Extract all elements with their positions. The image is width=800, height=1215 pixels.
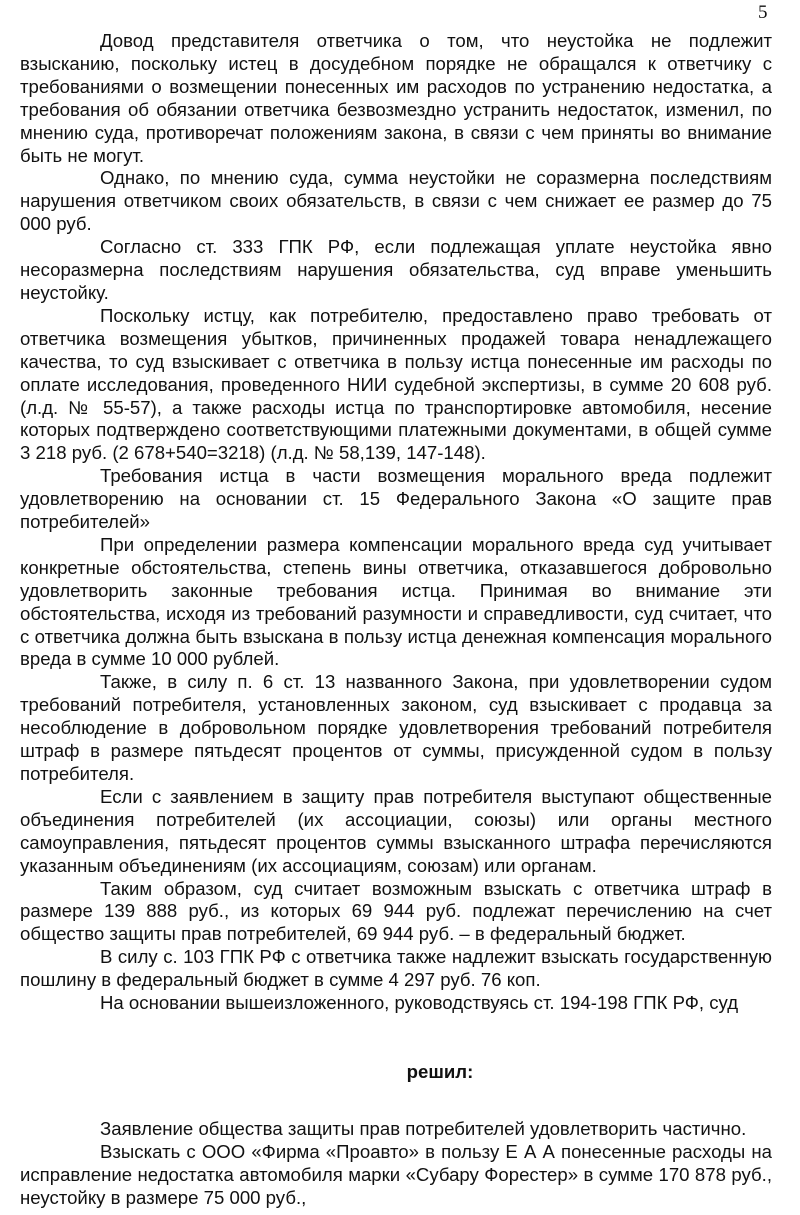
paragraph: Довод представителя ответчика о том, что неустойка не подлежит взысканию, поскольку истец в досудебном порядке не обращался к ответчику с требованиями о возмещении понесенных им расходов по устранению недостатка, а требования об обязании ответчика безвозмездно устранить недостаток, изменил, по мнению суда, противоречат положениям закона, в связи с чем приняты во внимание быть не могут. bbox=[20, 30, 772, 166]
paragraph: В силу с. 103 ГПК РФ с ответчика также надлежит взыскать государственную пошлину в федеральный бюджет в сумме 4 297 руб. 76 коп. bbox=[20, 946, 772, 991]
paragraph: Требования истца в части возмещения морального вреда подлежит удовлетворению на основании ст. 15 Федерального Закона «О защите прав потребителей» bbox=[20, 465, 772, 533]
paragraph: Таким образом, суд считает возможным взыскать с ответчика штраф в размере 139 888 руб., из которых 69 944 руб. подлежат перечислению на счет общество защиты прав потребителей, 69 944 руб. – в федеральный бюджет. bbox=[20, 877, 772, 945]
paragraph: Поскольку истцу, как потребителю, предоставлено право требовать от ответчика возмещения убытков, причиненных продажей товара ненадлежащего качества, то суд взыскивает с ответчика в пользу истца понесенные им расходы по оплате исследования, проведенного НИИ судебной экспертизы, в сумме 20 608 руб. (л.д. № 55-57), а также расходы истца по транспортировке автомобиля, несение которых подтверждено соответствующими платежными документами, в общей сумме 3 218 руб. (2 678+540=3218) (л.д. № 58,139, 147-148). bbox=[20, 304, 772, 464]
paragraph: При определении размера компенсации морального вреда суд учитывает конкретные обстоятельства, степень вины ответчика, отказавшегося добровольно удовлетворить законные требования истца. Принимая во внимание эти обстоятельства, исходя из требований разумности и справедливости, суд считает, что с ответчика должна быть взыскана в пользу истца денежная компенсация морального вреда в сумме 10 000 рублей. bbox=[20, 533, 772, 670]
paragraph: Согласно ст. 333 ГПК РФ, если подлежащая уплате неустойка явно несоразмерна последствиям нарушения обязательства, суд вправе уменьшить неустойку. bbox=[20, 236, 772, 303]
document-body bbox=[20, 30, 772, 1210]
decision-heading: решил: bbox=[406, 1060, 474, 1082]
page-number: 5 bbox=[758, 2, 768, 23]
paragraph: Однако, по мнению суда, сумма неустойки не соразмерна последствиям нарушения ответчиком своих обязательств, в связи с чем снижает ее размер до 75 000 руб. bbox=[20, 167, 772, 235]
decision-paragraph: Заявление общества защиты прав потребителей удовлетворить частично. bbox=[100, 1117, 747, 1139]
paragraph: Также, в силу п. 6 ст. 13 названного Закона, при удовлетворении судом требований потребителя, установленных законом, суд взыскивает с продавца за несоблюдение в добровольном порядке удовлетворения требований потребителя штраф в размере пятьдесят процентов от суммы, присужденной судом в пользу потребителя. bbox=[20, 671, 772, 784]
paragraph: Если с заявлением в защиту прав потребителя выступают общественные объединения потребителей (их ассоциации, союзы) или органы местного самоуправления, пятьдесят процентов суммы взысканного штрафа перечисляются указанным объединениям (их ассоциациям, союзам) или органам. bbox=[20, 785, 772, 876]
decision-paragraph: Взыскать с ООО «Фирма «Проавто» в пользу Е А А понесенные расходы на исправление недостатка автомобиля марки «Субару Форестер» в сумме 170 878 руб., неустойку в размере 75 000 руб., bbox=[20, 1140, 772, 1208]
paragraph: На основании вышеизложенного, руководствуясь ст. 194-198 ГПК РФ, суд bbox=[100, 992, 739, 1014]
